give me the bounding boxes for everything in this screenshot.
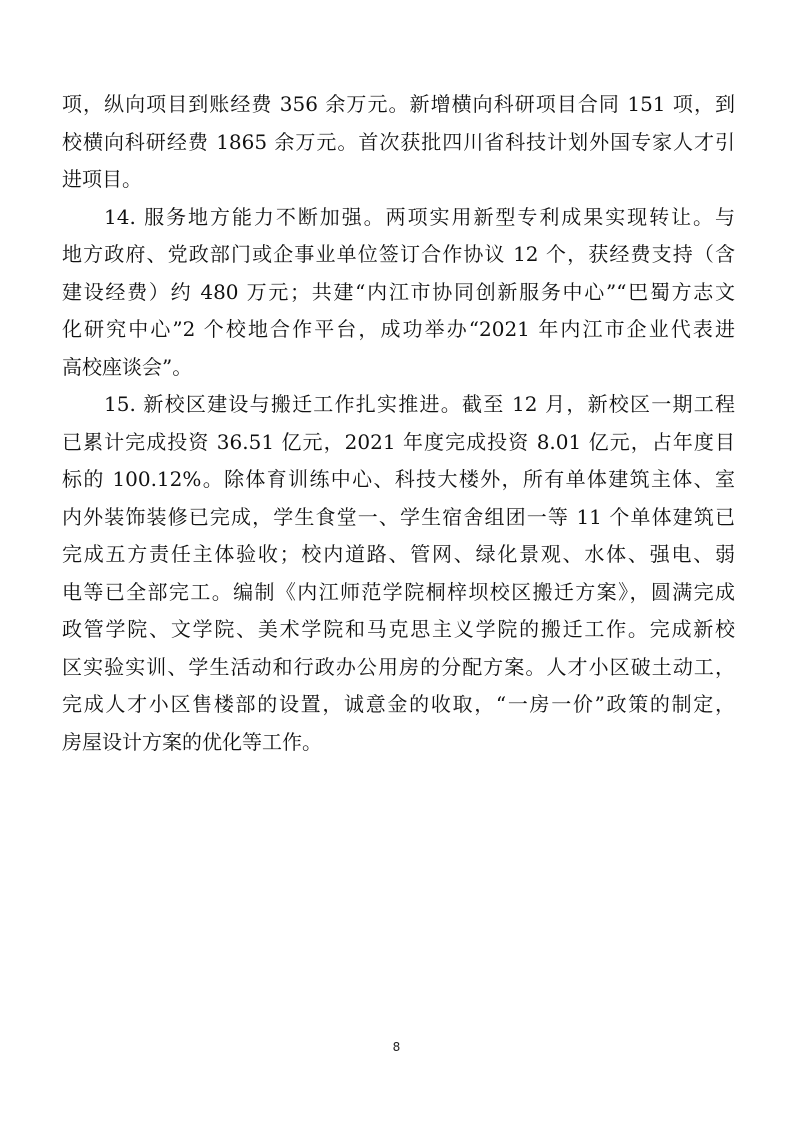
text-line: 政管学院、文学院、美术学院和马克思主义学院的搬迁工作。完成新校 xyxy=(62,617,735,641)
text-line: 高校座谈会”。 xyxy=(62,354,193,379)
text-line: 完成五方责任主体验收；校内道路、管网、绿化景观、水体、强电、弱 xyxy=(62,542,735,566)
page-number: 8 xyxy=(392,1040,401,1054)
text-line: 15. 新校区建设与搬迁工作扎实推进。截至 12 月，新校区一期工程 xyxy=(104,392,735,416)
text-line: 进项目。 xyxy=(62,167,142,191)
text-line: 化研究中心”2 个校地合作平台，成功举办“2021 年内江市企业代表进 xyxy=(62,317,735,341)
text-line: 地方政府、党政部门或企事业单位签订合作协议 12 个，获经费支持（含 xyxy=(62,242,735,266)
text-line: 建设经费）约 480 万元；共建“内江市协同创新服务中心”“巴蜀方志文 xyxy=(62,279,735,304)
text-line: 14. 服务地方能力不断加强。两项实用新型专利成果实现转让。与 xyxy=(104,204,735,229)
text-line: 已累计完成投资 36.51 亿元，2021 年度完成投资 8.01 亿元，占年度目 xyxy=(62,429,735,454)
text-line: 房屋设计方案的优化等工作。 xyxy=(62,729,322,754)
text-line: 区实验实训、学生活动和行政办公用房的分配方案。人才小区破土动工， xyxy=(62,654,735,679)
text-line: 完成人才小区售楼部的设置，诚意金的收取，“一房一价”政策的制定， xyxy=(62,692,735,716)
text-line: 内外装饰装修已完成，学生食堂一、学生宿舍组团一等 11 个单体建筑已 xyxy=(62,504,735,529)
paragraph-15 xyxy=(62,386,735,761)
text-line: 电等已全部完工。编制《内江师范学院桐梓坝校区搬迁方案》，圆满完成 xyxy=(62,579,735,604)
paragraph-14 xyxy=(62,199,735,387)
document-body xyxy=(62,86,735,761)
text-line: 标的 100.12%。除体育训练中心、科技大楼外，所有单体建筑主体、室 xyxy=(62,467,735,491)
paragraph-continued xyxy=(62,86,735,199)
text-line: 项，纵向项目到账经费 356 余万元。新增横向科研项目合同 151 项，到 xyxy=(62,92,735,116)
text-line: 校横向科研经费 1865 余万元。首次获批四川省科技计划外国专家人才引 xyxy=(62,129,735,154)
